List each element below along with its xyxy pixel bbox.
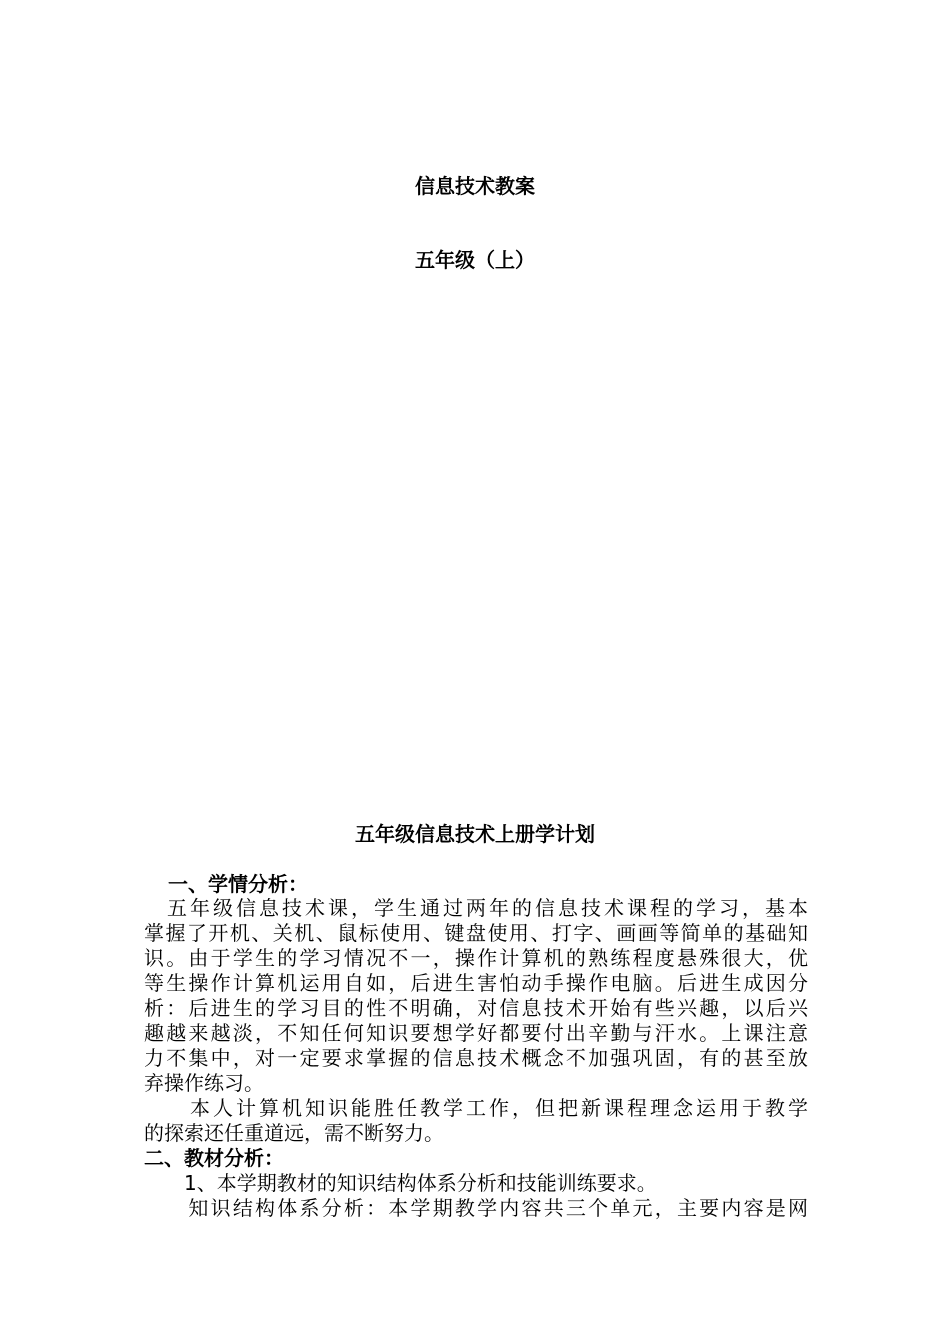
paragraph-line: 趣越来越淡，不知任何知识要想学好都要付出辛勤与汗水。上课注意 <box>144 1021 808 1045</box>
paragraph-line: 五年级信息技术课，学生通过两年的信息技术课程的学习，基本 <box>144 896 808 920</box>
paragraph-line: 识。由于学生的学习情况不一，操作计算机的熟练程度悬殊很大，优 <box>144 946 808 970</box>
paragraph-line: 1、本学期教材的知识结构体系分析和技能训练要求。 <box>144 1171 657 1195</box>
plan-title: 五年级信息技术上册学计划 <box>355 822 595 846</box>
paragraph-line: 本人计算机知识能胜任教学工作，但把新课程理念运用于教学 <box>144 1096 808 1120</box>
section-heading-learning-analysis: 一、学情分析： <box>168 872 308 896</box>
section-heading-textbook-analysis: 二、教材分析： <box>144 1146 284 1170</box>
cover-title: 信息技术教案 <box>415 174 535 198</box>
paragraph-line: 的探索还任重道远，需不断努力。 <box>144 1121 444 1145</box>
paragraph-line: 析：后进生的学习目的性不明确，对信息技术开始有些兴趣，以后兴 <box>144 996 808 1020</box>
cover-subtitle: 五年级（上） <box>415 248 535 272</box>
paragraph-line: 弃操作练习。 <box>144 1071 264 1095</box>
paragraph-line: 等生操作计算机运用自如，后进生害怕动手操作电脑。后进生成因分 <box>144 971 808 995</box>
paragraph-line: 知识结构体系分析：本学期教学内容共三个单元，主要内容是网 <box>144 1196 808 1220</box>
paragraph-line: 力不集中，对一定要求掌握的信息技术概念不加强巩固，有的甚至放 <box>144 1046 808 1070</box>
paragraph-line: 掌握了开机、关机、鼠标使用、键盘使用、打字、画画等简单的基础知 <box>144 921 808 945</box>
